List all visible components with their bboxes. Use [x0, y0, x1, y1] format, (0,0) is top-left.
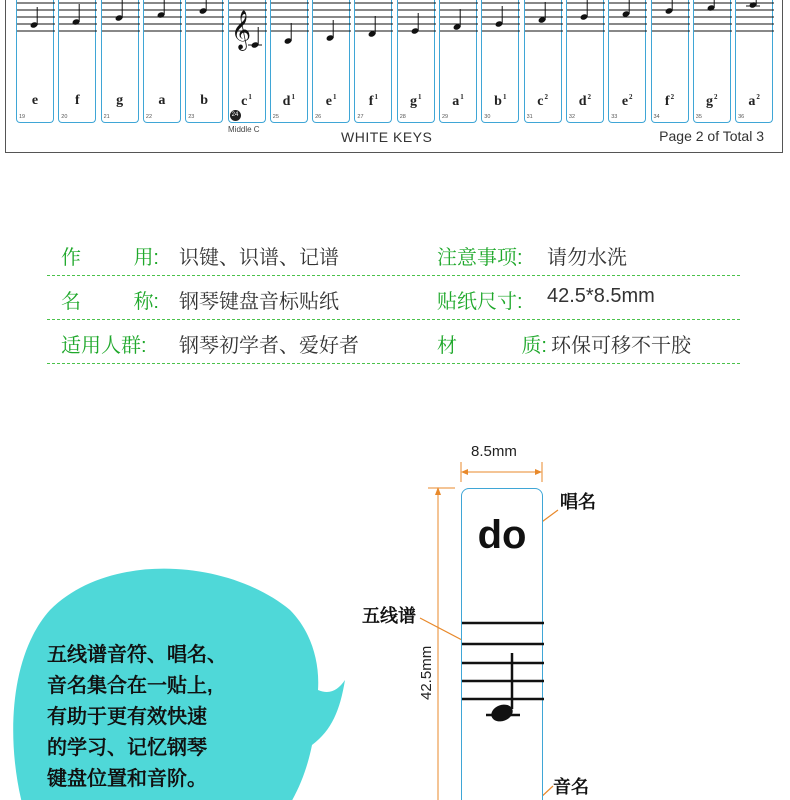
key-number: 32	[568, 114, 576, 120]
key-note-letter: $e^1$	[325, 93, 337, 109]
key-note-letter: $g^1$	[409, 93, 422, 109]
spec-value-size: 42.5*8.5mm	[547, 285, 655, 307]
spec-label-material: 材 质:	[437, 335, 547, 357]
width-dimension-label: 8.5mm	[471, 443, 517, 460]
key-number: 25	[272, 114, 279, 120]
key-number: 28	[399, 114, 406, 120]
key-note-letter: $d^2$	[578, 93, 592, 109]
treble-clef-icon: 𝄞	[230, 10, 251, 50]
spec-label-size: 贴纸尺寸:	[437, 291, 523, 313]
key-number: 24	[230, 110, 241, 121]
spec-value-name: 钢琴键盘音标贴纸	[179, 291, 339, 313]
key-note-letter: g	[116, 93, 124, 108]
key-note-letter: $e^2$	[621, 93, 633, 109]
sheet-title: WHITE KEYS	[341, 129, 433, 145]
key-note-letter: $a^1$	[452, 93, 464, 109]
spec-value-caution: 请勿水洗	[547, 247, 627, 269]
bubble-text: 五线谱音符、唱名、 音名集合在一贴上, 有助于更有效快速 的学习、记忆钢琴 键盘位置和音阶。	[47, 644, 227, 790]
key-number: 21	[103, 114, 110, 120]
spec-value-audience: 钢琴初学者、爱好者	[179, 335, 359, 357]
key-note-letter: a	[158, 93, 166, 108]
key-number: 34	[653, 114, 660, 120]
middle-c-label: Middle C	[228, 125, 260, 134]
key-note-letter: f	[74, 93, 80, 108]
key-note-letter: e	[31, 93, 39, 108]
key-number: 31	[526, 114, 533, 120]
key-note-letter: $c^2$	[537, 93, 548, 109]
key-note-letter: $f^2$	[664, 93, 675, 109]
spec-value-function: 识键、识谱、记谱	[179, 247, 339, 269]
callout-sing-name: 唱名	[560, 492, 596, 512]
spec-value-material: 环保可移不干胶	[551, 335, 691, 357]
spec-label-name: 名 称:	[61, 291, 159, 313]
key-note-letter: $a^2$	[748, 93, 760, 109]
key-number: 19	[19, 114, 26, 120]
key-note-letter: $c^1$	[241, 93, 252, 109]
key-note-letter: $g^2$	[706, 93, 718, 109]
key-note-letter: $d^1$	[282, 93, 295, 109]
callout-staff: 五线谱	[362, 606, 416, 626]
key-number: 29	[442, 114, 449, 120]
key-note-letter: $b^1$	[494, 93, 507, 109]
key-number: 23	[188, 114, 195, 120]
key-number: 27	[357, 114, 364, 120]
key-number: 35	[695, 114, 702, 120]
key-note-letter: $f^1$	[368, 93, 378, 109]
key-note-letter: b	[200, 93, 209, 108]
height-dimension-label: 42.5mm	[418, 645, 435, 700]
key-number: 22	[145, 114, 153, 120]
spec-label-caution: 注意事项:	[437, 247, 523, 269]
key-number: 36	[738, 114, 745, 120]
sticker-sample	[461, 488, 543, 800]
key-number: 20	[61, 114, 68, 120]
key-number: 26	[315, 114, 322, 120]
callout-note-name: 音名	[553, 777, 589, 797]
solfege-text: do	[477, 513, 527, 557]
page-indicator: Page 2 of Total 3	[659, 128, 764, 144]
key-number: 30	[484, 114, 491, 120]
key-number: 33	[611, 114, 618, 120]
staff-with-note-icon	[462, 489, 544, 800]
spec-label-audience: 适用人群:	[61, 335, 147, 357]
spec-label-function: 作 用:	[61, 247, 159, 269]
